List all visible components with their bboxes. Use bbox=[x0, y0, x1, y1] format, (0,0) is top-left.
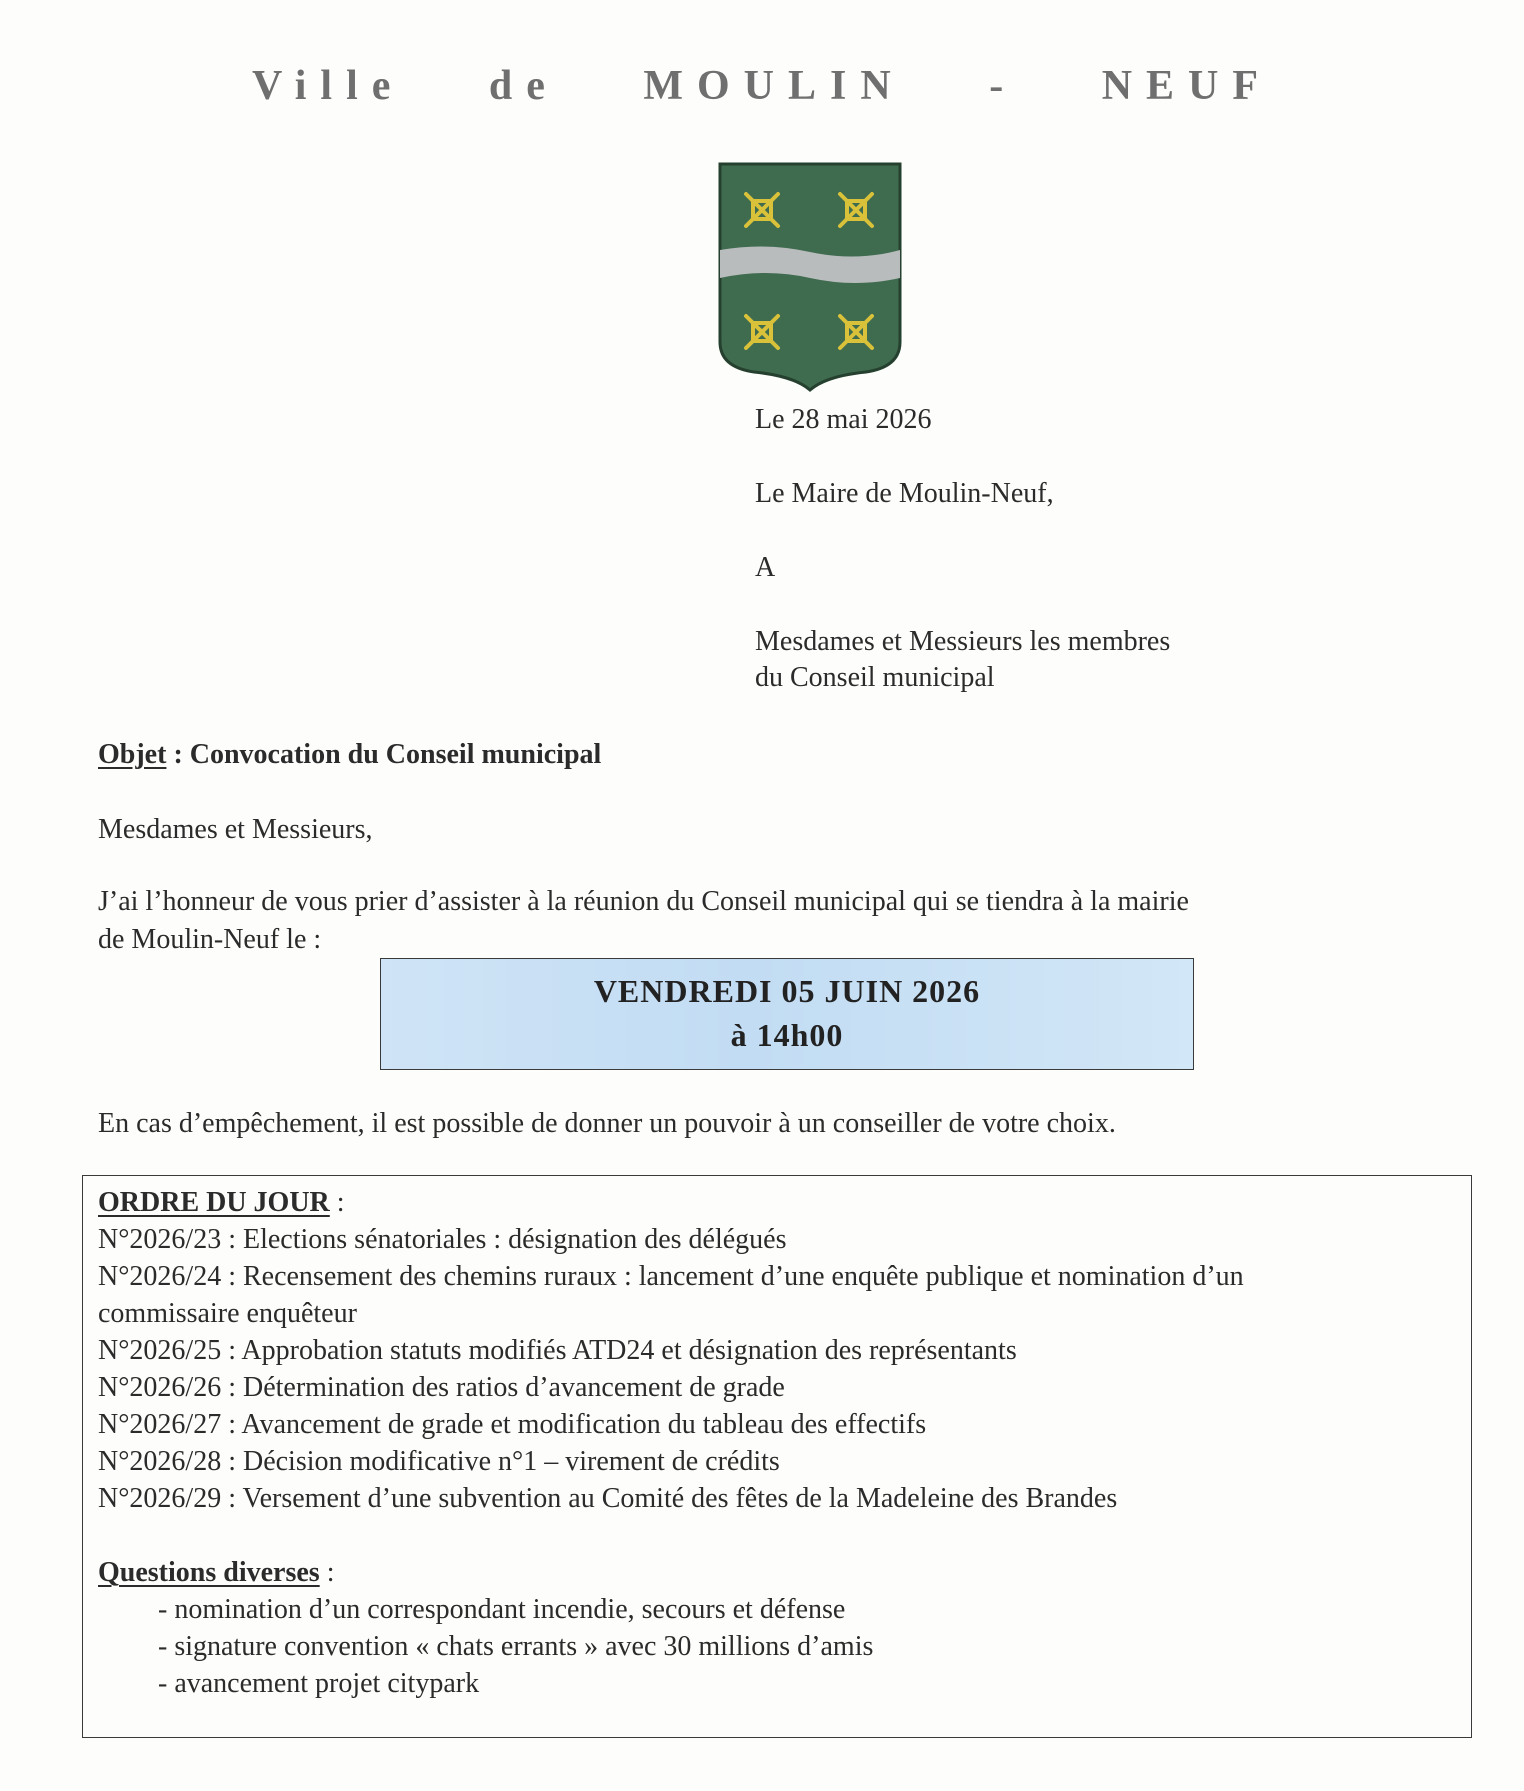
agenda-heading bbox=[98, 1184, 345, 1221]
subject-separator: : bbox=[166, 739, 190, 770]
agenda-item: N°2026/29 : Versement d’une subvention au Comité des fêtes de la Madeleine des Brandes bbox=[98, 1483, 1118, 1514]
agenda-title: ORDRE DU JOUR bbox=[98, 1187, 330, 1218]
subject-text: Convocation du Conseil municipal bbox=[189, 739, 602, 770]
question-item: - nomination d’un correspondant incendie, secours et défense bbox=[158, 1594, 846, 1625]
agenda-item-continuation: commissaire enquêteur bbox=[98, 1298, 357, 1329]
meeting-date: VENDREDI 05 JUIN 2026 bbox=[593, 973, 981, 1009]
questions-title-suffix: : bbox=[319, 1557, 335, 1588]
subject-label: Objet bbox=[98, 739, 167, 770]
recipient-prefix: A bbox=[755, 552, 776, 583]
intro-line-1: J’ai l’honneur de vous prier d’assister à la réunion du Conseil municipal qui se tiendra à la mairie bbox=[98, 886, 1189, 917]
agenda-item: N°2026/26 : Détermination des ratios d’avancement de grade bbox=[98, 1372, 785, 1403]
recipient-line-1: Mesdames et Messieurs les membres bbox=[755, 626, 1171, 657]
intro-line-2: de Moulin-Neuf le : bbox=[98, 924, 322, 955]
question-item: - signature convention « chats errants » avec 30 millions d’amis bbox=[158, 1631, 874, 1662]
agenda-item: N°2026/23 : Elections sénatoriales : désignation des délégués bbox=[98, 1224, 787, 1255]
agenda-item: N°2026/25 : Approbation statuts modifiés ATD24 et désignation des représentants bbox=[98, 1335, 1017, 1366]
meeting-time: à 14h00 bbox=[730, 1017, 844, 1053]
subject-line bbox=[98, 737, 601, 773]
agenda-item: N°2026/28 : Décision modificative n°1 – virement de crédits bbox=[98, 1446, 780, 1477]
meeting-datetime-box bbox=[380, 958, 1194, 1070]
recipient-line-2: du Conseil municipal bbox=[755, 662, 995, 693]
agenda-title-suffix: : bbox=[329, 1187, 345, 1218]
agenda-item: N°2026/27 : Avancement de grade et modification du tableau des effectifs bbox=[98, 1409, 927, 1440]
letter-date: Le 28 mai 2026 bbox=[755, 404, 932, 435]
questions-title: Questions diverses bbox=[98, 1557, 320, 1588]
letter-sender: Le Maire de Moulin-Neuf, bbox=[755, 478, 1054, 509]
questions-heading bbox=[98, 1554, 334, 1591]
question-item: - avancement projet citypark bbox=[158, 1668, 480, 1699]
town-title: Ville de MOULIN - NEUF bbox=[251, 63, 1273, 109]
agenda-item: N°2026/24 : Recensement des chemins ruraux : lancement d’une enquête publique et nomination d’un bbox=[98, 1261, 1244, 1292]
salutation: Mesdames et Messieurs, bbox=[98, 814, 373, 845]
proxy-note: En cas d’empêchement, il est possible de donner un pouvoir à un conseiller de votre choix. bbox=[98, 1108, 1116, 1139]
shield-crest bbox=[716, 162, 904, 392]
